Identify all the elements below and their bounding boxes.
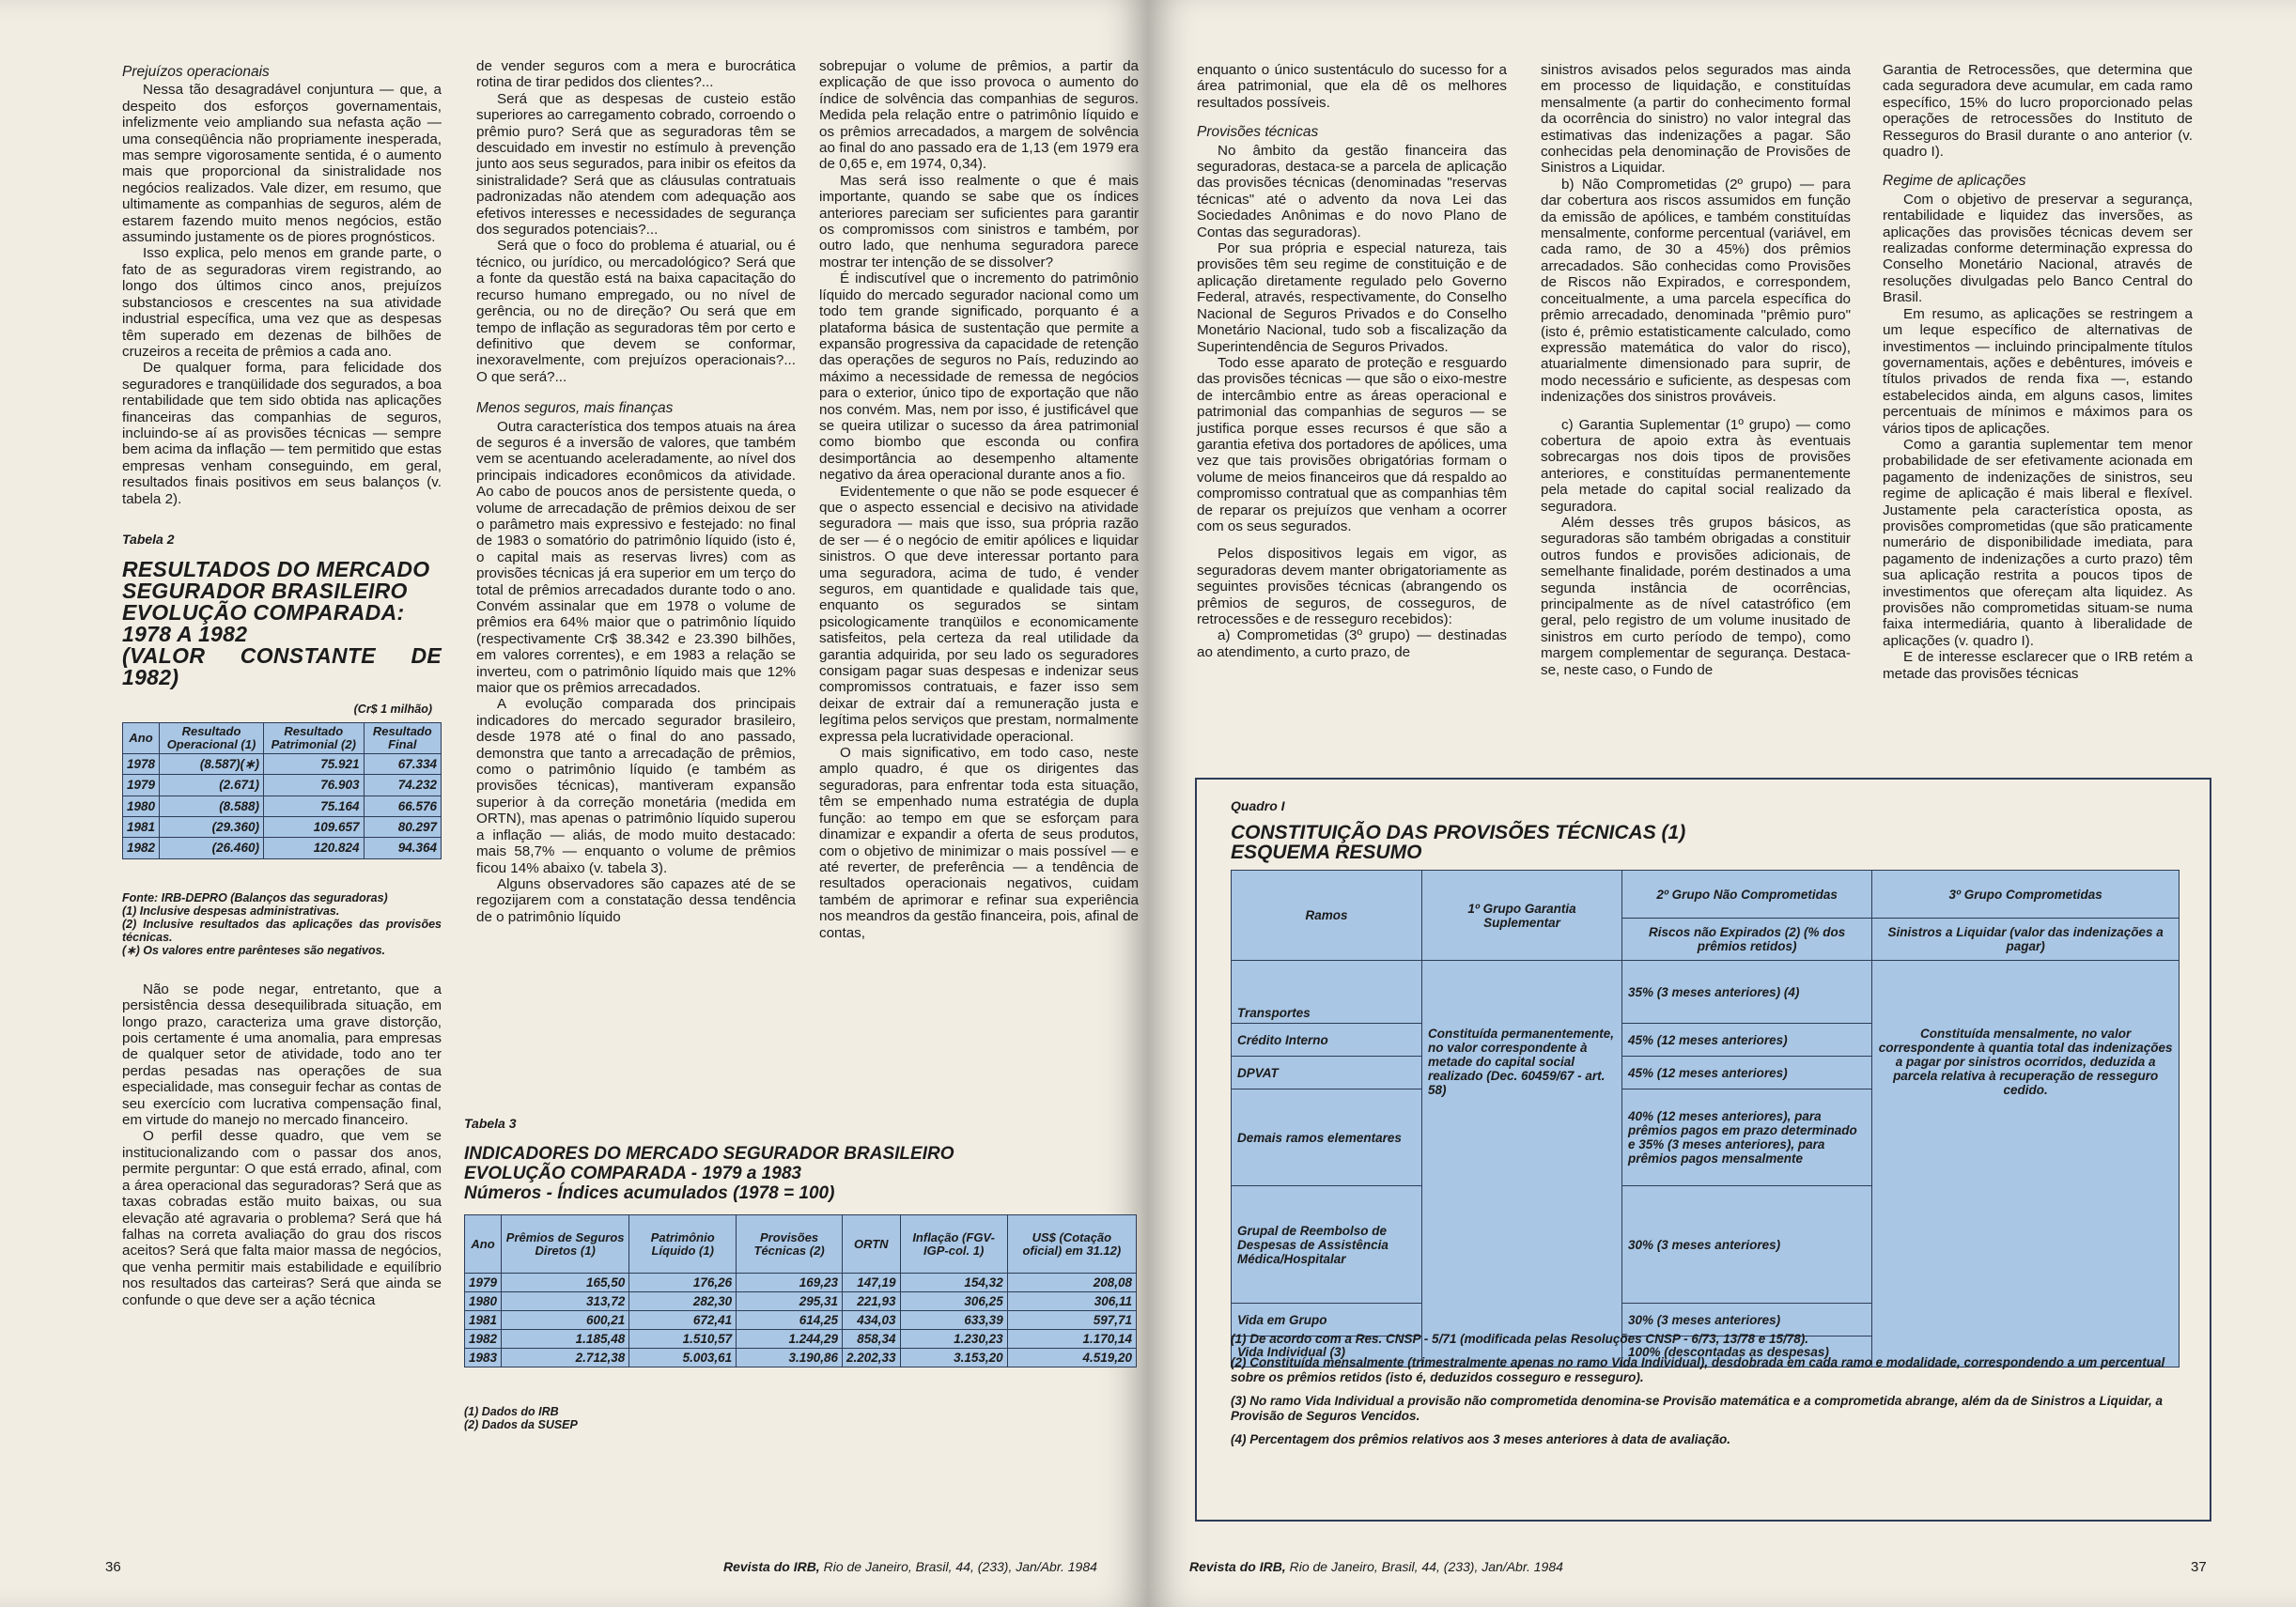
table-cell: (29.360)	[160, 817, 264, 838]
page-footer	[1189, 1559, 1563, 1574]
paragraph: Não se pode negar, entretanto, que a persistência dessa desequilibrada situação, em longo prazo, caracteriza uma grave distorção, pois certamente é uma anomalia, para empresas de qualquer setor de atividade, todo ano ter perdas pesadas nas operações de sua especialidade, mas conseguir fechar as contas de seu exercício com lucrativa compensação final, em virtude do manejo no mercado financeiro.	[122, 981, 442, 1129]
page-number: 37	[2191, 1559, 2207, 1575]
paragraph: Como a garantia suplementar tem menor probabilidade de ser efetivamente acionada em pagamento de indenizações de sinistros, seu regime de aplicação é mais liberal e flexível. Justamente pela característica oposta, as provisões comprometidas (que são praticamente numerário de disponibilidade imediata, para pagamento de indenizações a curto prazo) têm sua aplicação restrita a poucos tipos de investimentos que ofereçam alta liquidez. As provisões não comprometidas situam-se numa faixa intermediária, quanto à liberalidade de aplicações (v. quadro I).	[1883, 436, 2193, 649]
table-cell: 1.170,14	[1007, 1330, 1136, 1349]
ramo-cell: Demais ramos elementares	[1232, 1089, 1422, 1186]
left-col-1-bottom	[122, 981, 442, 1308]
table-cell: 76.903	[263, 775, 364, 796]
tabela-3-notes	[464, 1405, 1137, 1431]
ramo-cell: Transportes	[1232, 961, 1422, 1024]
table-cell: 633,39	[900, 1311, 1007, 1330]
table-cell: 3.190,86	[737, 1349, 843, 1367]
table-row	[123, 796, 442, 816]
table-cell: 1979	[465, 1274, 502, 1292]
paragraph: O perfil desse quadro, que vem se institucionalizando com o passar dos anos, permite perguntar: O que está errado, afinal, com a área operacional das seguradoras? Será que as taxas cobradas estão muito baixas, ou sua elevação até agravaria o problema? Será que há falhas na correta avaliação do grau dos riscos aceitos? Será que falta maior massa de negócios, que venha permitir mais estabilidade e equilíbrio nos resultados das carteiras? Será que ainda se confunde o que deve ser a ação técnica	[122, 1128, 442, 1308]
table-cell: 1980	[465, 1292, 502, 1311]
table-cell: 1.185,48	[502, 1330, 629, 1349]
table-cell: 176,26	[629, 1274, 737, 1292]
g2-cell: 45% (12 meses anteriores)	[1622, 1024, 1872, 1057]
ramo-cell: DPVAT	[1232, 1057, 1422, 1089]
paragraph: Evidentemente o que não se pode esquecer é que o aspecto essencial e decisivo na atividade seguradora — mais que isso, sua própria razão de ser — é o negócio de emitir apólices e liquidar sinistros. O que deve interessar portanto para uma seguradora, acima de tudo, é vender seguros, em quantidade e qualidade tais que, enquanto os segurados se sintam psicologicamente tranqüilos e economicamente satisfeitos, pela certeza da real utilidade da garantia adquirida, por seu lado os seguradores consigam pagar suas despesas e indenizar seus compromissos contratuais, e fazer isso sem deixar de extrair daí a remuneração justa e legítima pelos serviços que prestam, normalmente expressa pela lucratividade operacional.	[819, 483, 1139, 745]
table-header-row	[1232, 871, 2180, 919]
table-cell: 1981	[123, 817, 160, 838]
col-header: US$ (Cotação oficial) em 31.12)	[1007, 1215, 1136, 1274]
table-cell: 3.153,20	[900, 1349, 1007, 1367]
table-cell: 1.230,23	[900, 1330, 1007, 1349]
quadro-1-label: Quadro I	[1231, 798, 1285, 813]
table-row	[465, 1292, 1137, 1311]
paragraph: Outra característica dos tempos atuais na área de seguros é a inversão de valores, que também vem se acentuando aceleradamente, ao nível dos principais indicadores econômicos da atividade. Ao cabo de poucos anos de persistente queda, o volume de arrecadação de prêmios deixou de ser o parâmetro mais expressivo e festejado: no final de 1983 o somatório do patrimônio líquido (isto é, o capital mais as reservas livres) com as provisões técnicas já era superior em um terço do total de prêmios arrecadados durante todo o ano. Convém assinalar que em 1978 o volume de prêmios era 64% maior que o patrimônio líquido (respectivamente Cr$ 38.342 e 23.390 bilhões, em valores correntes), e em 1983 a relação se inverteu, com o patrimônio líquido mais que 12% maior que os prêmios arrecadados.	[476, 418, 796, 697]
table-cell: 66.576	[364, 796, 441, 816]
table-cell: 1979	[123, 775, 160, 796]
note: (2) Inclusive resultados das aplicações das provisões técnicas.	[122, 917, 442, 944]
g2-cell: 100% (descontadas as despesas)	[1622, 1337, 1872, 1367]
col-header: Resultado Final	[364, 722, 441, 753]
right-col-3	[1883, 62, 2193, 682]
left-col-1	[122, 58, 442, 1308]
table-cell: 1980	[123, 796, 160, 816]
table-cell: 221,93	[843, 1292, 901, 1311]
table-cell: 75.921	[263, 753, 364, 774]
table-row	[123, 775, 442, 796]
title-line: EVOLUÇÃO COMPARADA:	[122, 600, 405, 626]
left-col-2	[476, 58, 796, 925]
title-line: ESQUEMA RESUMO	[1231, 842, 1422, 863]
title-line: SEGURADOR BRASILEIRO	[122, 579, 408, 604]
right-col-1	[1197, 62, 1507, 660]
ramo-cell: Crédito Interno	[1232, 1024, 1422, 1057]
table-row	[123, 753, 442, 774]
note: Fonte: IRB-DEPRO (Balanços das seguradoras)	[122, 890, 388, 904]
subheading-regime: Regime de aplicações	[1883, 173, 2026, 190]
title-line: EVOLUÇÃO COMPARADA - 1979 a 1983	[464, 1164, 801, 1183]
tabela-2-unit: (Cr$ 1 milhão)	[353, 703, 432, 717]
table-cell: 597,71	[1007, 1311, 1136, 1330]
table-cell: 1978	[123, 753, 160, 774]
table-cell: 306,25	[900, 1292, 1007, 1311]
g1-text: Constituída permanentemente, no valor correspondente à metade do capital social realizado (Dec. 60459/67 - art. 58)	[1428, 1027, 1615, 1097]
table-cell: 1981	[465, 1311, 502, 1330]
table-cell: 1.510,57	[629, 1330, 737, 1349]
table-cell: 858,34	[843, 1330, 901, 1349]
note: (1) De acordo com a Res. CNSP - 5/71 (modificada pelas Resoluções CNSP - 6/73, 13/78 e 15/78).	[1231, 1332, 1808, 1346]
subheading-menos-seguros: Menos seguros, mais finanças	[476, 400, 674, 417]
paragraph: Alguns observadores são capazes até de se regozijarem com a constatação dessa tendência de o patrimônio líquido	[476, 875, 796, 925]
quadro-1-notes	[1231, 1332, 2180, 1456]
footer-journal: Revista do IRB,	[723, 1559, 820, 1574]
footer-issue: Rio de Janeiro, Brasil, 44, (233), Jan/Abr. 1984	[819, 1559, 1097, 1574]
quadro-1-table	[1231, 870, 2180, 1367]
note: (1) Inclusive despesas administrativas.	[122, 904, 340, 918]
title-line: RESULTADOS DO MERCADO	[122, 557, 430, 582]
g2-cell: 35% (3 meses anteriores) (4)	[1622, 961, 1872, 1024]
col-header: Ano	[123, 722, 160, 753]
col-header: ORTN	[843, 1215, 901, 1274]
table-cell: 154,32	[900, 1274, 1007, 1292]
table-cell: 2.712,38	[502, 1349, 629, 1367]
note: (1) Dados do IRB	[464, 1405, 559, 1418]
table-cell: 1983	[465, 1349, 502, 1367]
paragraph: b) Não Comprometidas (2º grupo) — para dar cobertura aos riscos assumidos em função da emissão de apólices, e também constituídas mensalmente, conforme percentual (variável, em cada ramo, de 30 a 45%) dos prêmios arrecadados. São conhecidas como Provisões de Riscos não Expirados, e correspondem, conceitualmente, a uma parcela específica do prêmio arrecadado, denominada "prêmio puro" (isto é, prêmio estatisticamente calculado, como expressão matemática do valor do risco), atuarialmente dimensionado para suprir, de modo necessário e suficiente, as despesas com indenizações dos sinistros prováveis.	[1541, 176, 1851, 406]
tabela-2-title	[122, 559, 442, 688]
col-header: Ano	[465, 1215, 502, 1274]
paragraph: enquanto o único sustentáculo do sucesso for a área patrimonial, que ela dê os melhores resultados possíveis.	[1197, 62, 1507, 111]
paragraph: O mais significativo, em todo caso, neste amplo quadro, é que os dirigentes das seguradoras, para enfrentar toda esta situação, têm se empenhado numa estratégia de dupla função: ao tempo em que se esforçam para dinamizar e expandir a oferta de seus produtos, com o objetivo de minimizar o mais possível — e até reverter, de preferência — a tendência de resultados operacionais negativos, cuidam também de aprimorar e refinar sua experiência nos meandros da gestão financeira, pois, afinal de contas,	[819, 745, 1139, 941]
col-header-g3: 3º Grupo Comprometidas	[1872, 871, 2180, 919]
table-header-row	[123, 722, 442, 753]
title-line: (VALOR CONSTANTE DE 1982)	[122, 643, 442, 690]
table-row	[465, 1330, 1137, 1349]
paragraph: Em resumo, as aplicações se restringem a um leque específico de alternativas de investimentos — incluindo principalmente títulos governamentais, ações e debêntures, imóveis e títulos privados de renda fixa —, estando estabelecidos ainda, em alguns casos, limites percentuais de mínimos e máximos para os vários tipos de aplicações.	[1883, 305, 2193, 437]
table-cell: (26.460)	[160, 838, 264, 858]
footer-journal: Revista do IRB,	[1189, 1559, 1286, 1574]
title-line: INDICADORES DO MERCADO SEGURADOR BRASILEIRO	[464, 1144, 954, 1164]
table-cell: 614,25	[737, 1311, 843, 1330]
paragraph: Nessa tão desagradável conjuntura — que, a despeito dos esforços governamentais, infelizmente veio ampliando sua nefasta ação — uma conseqüência não propriamente inesperada, mas sempre vigorosamente sentida, é o aumento mais que proporcional da sinistralidade nos negócios realizados. Vale dizer, em resumo, que ultimamente as companhias de seguros, além de estarem fazendo muito menos negócios, estão assumindo justamente os de piores prognósticos.	[122, 82, 442, 246]
tabela-2-label: Tabela 2	[122, 531, 175, 547]
table-cell: 434,03	[843, 1311, 901, 1330]
paragraph: A evolução comparada dos principais indicadores do mercado segurador brasileiro, desde 1978 até o final do ano passado, demonstra que tanto a arrecadação de prêmios, como o patrimônio líquido (e também as provisões técnicas), mantiveram expansão superior à da correção monetária (medida em ORTN), mas apenas o patrimônio líquido superou a inflação — aliás, de modo muito destacado: mais 58,7% — enquanto o volume de prêmios ficou 14% abaixo (v. tabela 3).	[476, 696, 796, 876]
table-cell: 295,31	[737, 1292, 843, 1311]
note: (∗) Os valores entre parênteses são negativos.	[122, 943, 386, 957]
note: (2) Constituída mensalmente (trimestralmente apenas no ramo Vida Individual), desdobrada em cada ramo e modalidade, correspondendo a um percentual sobre os prêmios retidos (isto é, deduzidos cosseguro e resseguro).	[1231, 1355, 2165, 1384]
tabela-3	[464, 1116, 1137, 1431]
col-subheader-g3: Sinistros a Liquidar (valor das indenizações a pagar)	[1872, 919, 2180, 961]
paragraph: E de interesse esclarecer que o IRB retém a metade das provisões técnicas	[1883, 649, 2193, 682]
table-row	[465, 1274, 1137, 1292]
col-header-g2: 2º Grupo Não Comprometidas	[1622, 871, 1872, 919]
paragraph: sinistros avisados pelos segurados mas ainda em processo de liquidação, e constituídas mensalmente (a partir do conhecimento formal da ocorrência do sinistro) no valor integral das estimativas das indenizações a pagar. São conhecidas pela denominação de Provisões de Sinistros a Liquidar.	[1541, 62, 1851, 177]
paragraph: Além desses três grupos básicos, as seguradoras são também obrigadas a constituir outros fundos e provisões adicionais, de semelhante finalidade, porém destinados a uma segunda instância de ocorrências, principalmente as de nível catastrófico (em geral, pelo registro de um volume inusitado de sinistros em curto período de tempo), como margem complementar de segurança. Destaca-se, neste caso, o Fundo de	[1541, 514, 1851, 678]
table-cell: 208,08	[1007, 1274, 1136, 1292]
paragraph: De qualquer forma, para felicidade dos seguradores e tranqüilidade dos segurados, a boa rentabilidade que tem sido obtida nas aplicações financeiras das companhias de seguros, incluindo-se aí as provisões técnicas — sempre bem acima da inflação — tem permitido que estas empresas venham conseguindo, em geral, resultados finais positivos em seus balanços (v. tabela 2).	[122, 360, 442, 507]
tabela-3-table	[464, 1214, 1137, 1367]
title-line: CONSTITUIÇÃO DAS PROVISÕES TÉCNICAS (1)	[1231, 822, 1686, 843]
table-row	[1232, 961, 2180, 1024]
subheading-prejuizos: Prejuízos operacionais	[122, 64, 270, 80]
table-cell: 120.824	[263, 838, 364, 858]
table-cell: (8.587)(∗)	[160, 753, 264, 774]
table-cell: 306,11	[1007, 1292, 1136, 1311]
paragraph: Pelos dispositivos legais em vigor, as seguradoras devem manter obrigatoriamente as seguintes provisões técnicas (abrangendo os prêmios de seguros, de cosseguros, de retrocessões e de resseguro recebidos):	[1197, 546, 1507, 627]
table-row	[123, 838, 442, 858]
paragraph: Com o objetivo de preservar a segurança, rentabilidade e liquidez das inversões, as aplicações das provisões técnicas devem ser realizadas conforme determinação expressa do Conselho Monetário Nacional, através de resoluções divulgadas pelo Banco Central do Brasil.	[1883, 191, 2193, 306]
g2-cell: 40% (12 meses anteriores), para prêmios pagos em prazo determinado e 35% (3 meses anteriores), para prêmios pagos mensalmente	[1622, 1089, 1872, 1186]
col-header: Patrimônio Líquido (1)	[629, 1215, 737, 1274]
tabela-2-table	[122, 722, 442, 859]
g2-cell: 30% (3 meses anteriores)	[1622, 1304, 1872, 1337]
g3-text: Constituída mensalmente, no valor correspondente à quantia total das indenizações a pagar por sinistros ocorridos, deduzida a parcela relativa à recuperação de resseguro cedido.	[1878, 1027, 2173, 1097]
paragraph: Garantia de Retrocessões, que determina que cada seguradora deve acumular, em cada ramo específico, 15% do lucro proporcionado pelas operações de retrocessões do Instituto de Resseguros do Brasil durante o ano anterior (v. quadro I).	[1883, 62, 2193, 161]
page-number: 36	[105, 1559, 121, 1575]
paragraph: Será que as despesas de custeio estão superiores ao carregamento cobrado, corroendo o prêmio puro? Será que as seguradoras têm se descuidado em investir no estímulo à prevenção junto aos seus segurados, para inibir os efeitos da sinistralidade? Será que as cláusulas contratuais padronizadas não atendem com adequação aos efetivos interesses e necessidades de segurança dos segurados potenciais?...	[476, 90, 796, 239]
table-row	[123, 817, 442, 838]
table-cell: 94.364	[364, 838, 441, 858]
ramo-cell: Grupal de Reembolso de Despesas de Assistência Médica/Hospitalar	[1232, 1186, 1422, 1304]
table-row	[465, 1349, 1137, 1367]
table-cell: (2.671)	[160, 775, 264, 796]
col-header: Provisões Técnicas (2)	[737, 1215, 843, 1274]
quadro-1	[1195, 778, 2211, 1522]
left-col-3	[819, 58, 1139, 941]
table-cell: 313,72	[502, 1292, 629, 1311]
tabela-3-label: Tabela 3	[464, 1116, 517, 1131]
col-header: Resultado Operacional (1)	[160, 722, 264, 753]
ramo-cell: Vida em Grupo	[1232, 1304, 1422, 1337]
quadro-1-table-wrap	[1231, 870, 2180, 1367]
right-page	[1148, 0, 2296, 1607]
table-cell: 1982	[465, 1330, 502, 1349]
paragraph: Isso explica, pelo menos em grande parte, o fato de as seguradoras virem registrando, ao longo dos últimos cinco anos, prejuízos substanciosos e crescentes na sua atividade industrial específica, uma vez que as despesas têm superado em dezenas de bilhões de cruzeiros a receita de prêmios a cada ano.	[122, 245, 442, 360]
paragraph: Por sua própria e especial natureza, tais provisões têm seu regime de constituição e de aplicação diretamente regulado pelo Governo Federal, através, respectivamente, do Conselho Nacional de Seguros Privados e do Conselho Monetário Nacional, tudo sob a fiscalização da Superintendência de Seguros Privados.	[1197, 240, 1507, 355]
tabela-2	[122, 532, 442, 957]
col-header: Inflação (FGV-IGP-col. 1)	[900, 1215, 1007, 1274]
col-subheader-g2: Riscos não Expirados (2) (% dos prêmios retidos)	[1622, 919, 1872, 961]
title-line: 1978 A 1982	[122, 622, 248, 647]
paragraph: sobrepujar o volume de prêmios, a partir da explicação de que isso provoca o aumento do índice de solvência das companhias de seguros. Medida pela relação entre o patrimônio líquido e os prêmios arrecadados, a margem de solvência ao final do ano passado era de 1,13 (em 1979 era de 0,65 e, em 1974, 0,34).	[819, 58, 1139, 173]
g2-cell: 30% (3 meses anteriores)	[1622, 1186, 1872, 1304]
table-cell: 1982	[123, 838, 160, 858]
table-cell: 600,21	[502, 1311, 629, 1330]
table-cell: 5.003,61	[629, 1349, 737, 1367]
table-cell: 282,30	[629, 1292, 737, 1311]
table-cell: 2.202,33	[843, 1349, 901, 1367]
note: (2) Dados da SUSEP	[464, 1418, 578, 1431]
footer-issue: Rio de Janeiro, Brasil, 44, (233), Jan/Abr. 1984	[1285, 1559, 1563, 1574]
page-footer	[723, 1559, 1097, 1574]
paragraph: Mas será isso realmente o que é mais importante, quando se sabe que os índices anteriores pareciam ser suficientes para garantir os compromissos com sinistros e também, por outro lado, que nenhuma seguradora parece mostrar ter intenção de se dissolver?	[819, 172, 1139, 270]
g2-cell: 45% (12 meses anteriores)	[1622, 1057, 1872, 1089]
table-cell: (8.588)	[160, 796, 264, 816]
table-cell: 80.297	[364, 817, 441, 838]
table-row	[465, 1311, 1137, 1330]
col-header-ramos: Ramos	[1232, 871, 1422, 961]
paragraph: É indiscutível que o incremento do patrimônio líquido do mercado segurador nacional como um todo tem grande significado, porquanto é a plataforma básica de sustentação que permite a expansão progressiva da capacidade de retenção das operações de seguros no País, reduzindo ao máximo a necessidade de remessa de negócios para o exterior, único tipo de exportação que não nos convém. Mas, nem por isso, é justificável que se queira utilizar o sucesso da área patrimonial como biombo que esconda ou confira desimportância ao desempenho altamente negativo da área operacional durante anos a fio.	[819, 270, 1139, 484]
right-col-2	[1541, 62, 1851, 678]
paragraph: a) Comprometidas (3º grupo) — destinadas ao atendimento, a curto prazo, de	[1197, 627, 1507, 660]
table-cell: 165,50	[502, 1274, 629, 1292]
table-cell: 4.519,20	[1007, 1349, 1136, 1367]
table-cell: 74.232	[364, 775, 441, 796]
table-cell: 67.334	[364, 753, 441, 774]
quadro-1-title	[1231, 823, 1685, 862]
subheading-provisoes: Provisões técnicas	[1197, 124, 1319, 141]
col-header: Resultado Patrimonial (2)	[263, 722, 364, 753]
paragraph: Será que o foco do problema é atuarial, ou é técnico, ou jurídico, ou mercadológico? Será que a fonte da questão está na baixa capacitação do recurso humano empregado, ou no nível de gerência, ou no de direção? Ou será que em tempo de inflação as seguradoras têm por certo e definitivo que devem se conformar, inexoravelmente, com prejuízos operacionais?... O que será?...	[476, 238, 796, 385]
ramo-cell: Vida Individual (3)	[1232, 1337, 1422, 1367]
tabela-2-notes	[122, 891, 442, 957]
table-cell: 1.244,29	[737, 1330, 843, 1349]
note: (4) Percentagem dos prêmios relativos aos 3 meses anteriores à data de avaliação.	[1231, 1432, 1730, 1446]
paragraph: No âmbito da gestão financeira das seguradoras, destaca-se a parcela de aplicação das provisões técnicas (denominadas "reservas técnicas" até o advento da nova Lei das Sociedades Anônimas e do novo Plano de Contas das seguradoras).	[1197, 142, 1507, 240]
note: (3) No ramo Vida Individual a provisão não comprometida denomina-se Provisão matemática e a comprometida abrange, além da de Sinistros a Liquidar, a Provisão de Seguros Vencidos.	[1231, 1394, 2164, 1423]
col-header-g1: 1º Grupo Garantia Suplementar	[1422, 871, 1622, 961]
table-cell: 75.164	[263, 796, 364, 816]
table-cell: 109.657	[263, 817, 364, 838]
paragraph: c) Garantia Suplementar (1º grupo) — como cobertura de apoio extra às eventuais sobrecargas nos dois tipos de provisões anteriores, e constituídas permanentemente pela metade do capital social realizado da seguradora.	[1541, 416, 1851, 515]
title-line: Números - Índices acumulados (1978 = 100)	[464, 1183, 835, 1203]
table-header-row	[465, 1215, 1137, 1274]
g3-cell	[1872, 961, 2180, 1367]
table-cell: 169,23	[737, 1274, 843, 1292]
tabela-3-title	[464, 1144, 1137, 1203]
col-header: Prêmios de Seguros Diretos (1)	[502, 1215, 629, 1274]
paragraph: Todo esse aparato de proteção e resguardo das provisões técnicas — que são o eixo-mestre de intercâmbio entre as áreas operacional e patrimonial das companhias de seguros — se justifica porque esses recursos é que são a garantia efetiva dos portadores de apólices, uma vez que tais provisões obrigatórias formam o volume de meios financeiros que dá respaldo ao compromisso contratual que as companhias têm de reparar os prejuízos que venham a ocorrer com os seus segurados.	[1197, 354, 1507, 534]
table-cell: 147,19	[843, 1274, 901, 1292]
paragraph: de vender seguros com a mera e burocrática rotina de tirar pedidos dos clientes?...	[476, 58, 796, 91]
g1-cell	[1422, 961, 1622, 1367]
table-cell: 672,41	[629, 1311, 737, 1330]
